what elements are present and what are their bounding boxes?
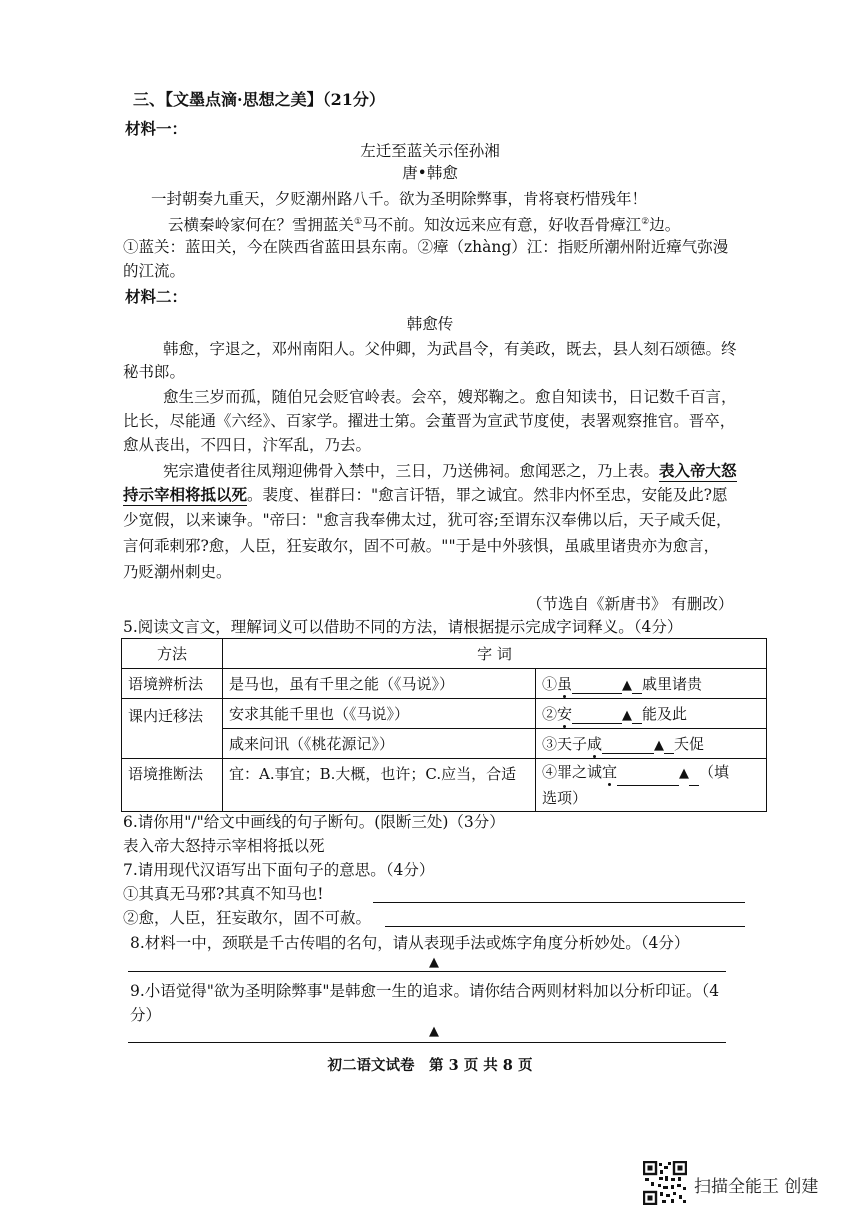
question-7-sentence-2: ②愈，人臣，狂妄敢尔，固不可赦。 (123, 909, 372, 927)
poem-line-1: 一封朝奏九重天，夕贬潮州路八千。欲为圣明除弊事，肯将衰朽惜残年！ (151, 190, 648, 208)
passage-line: 宪宗遣使者往凤翔迎佛骨入禁中，三日，乃送佛祠。愈闻恶之，乃上表。表入帝大怒 (163, 461, 737, 480)
table-row: 课内迁移法 安求其能千里也（《马说》） ②安 ▲ 能及此 (122, 699, 767, 729)
material2-label: 材料二： (125, 287, 188, 306)
passage-line: 秘书郎。 (123, 363, 186, 381)
word-meaning-table (121, 638, 767, 812)
answer-line[interactable] (385, 926, 745, 927)
section-title: 三、【文墨点滴·思想之美】（21分） (133, 90, 385, 109)
question-6-sentence: 表入帝大怒持示宰相将抵以死 (123, 837, 325, 855)
poem-note-2: 的江流。 (123, 262, 186, 280)
question-9-line-2: 分） (130, 1006, 162, 1024)
question-7: 7.请用现代汉语写出下面句子的意思。（4分） (123, 861, 435, 879)
qr-code-icon (643, 1161, 687, 1205)
answer-cell-3[interactable]: ③天子咸 ▲ 夭促 (536, 729, 767, 759)
question-6: 6.请你用"/"给文中画线的句子断句。(限断三处)（3分） (123, 813, 505, 831)
answer-line[interactable] (373, 902, 745, 903)
question-8: 8.材料一中，颈联是千古传唱的名句，请从表现手法或炼字角度分析妙处。（4分） (130, 934, 690, 952)
table-row: 语境推断法 宜：A.事宜；B.大概，也许；C.应当，合适 ④罪之诚宜 ▲ （填 选项） (122, 759, 767, 812)
table-header-method: 方法 (122, 639, 223, 669)
poem-title: 左迁至蓝关示侄孙湘 (360, 142, 500, 160)
answer-triangle: ▲ (622, 708, 633, 723)
passage-line: 愈生三岁而孤，随伯兄会贬官岭表。会卒，嫂郑鞠之。愈自知读书，日记数千百言， (163, 388, 737, 406)
table-row: 咸来问讯（《桃花源记》） ③天子咸 ▲ 夭促 (122, 729, 767, 759)
poem-line-2: 云横秦岭家何在？雪拥蓝关①马不前。知汝远来应有意，好收吾骨瘴江②边。 (168, 216, 681, 235)
answer-triangle: ▲ (429, 1024, 439, 1039)
underlined-sentence: 表入帝大怒 (659, 461, 737, 480)
passage-line: 比长，尽能通《六经》、百家学。擢进士第。会董晋为宣武节度使，表署观察推官。晋卒， (123, 412, 736, 430)
passage-line: 言何乖剌邪?愈，人臣，狂妄敢尔，固不可赦。""于是中外骇惧，虽戚里诸贵亦为愈言， (123, 537, 720, 555)
answer-line[interactable] (128, 1042, 726, 1043)
poem-note-1: ①蓝关：蓝田关，今在陕西省蓝田县东南。②瘴（zhàng）江：指贬所潮州附近瘴气弥漫 (123, 238, 729, 256)
material1-label: 材料一： (125, 119, 188, 138)
source-citation: （节选自《新唐书》 有删改） (527, 595, 734, 613)
answer-triangle: ▲ (622, 678, 633, 693)
question-7-sentence-1: ①其真无马邪?其真不知马也! (123, 885, 324, 903)
question-5: 5.阅读文言文，理解词义可以借助不同的方法，请根据提示完成字词释义。（4分） (123, 618, 683, 636)
answer-triangle: ▲ (679, 766, 690, 781)
answer-triangle: ▲ (429, 955, 439, 970)
passage-line: 少宽假，以来谏争。"帝曰："愈言我奉佛太过，犹可容;至谓东汉奉佛以后，天子咸夭促， (123, 511, 732, 529)
underlined-sentence: 持示宰相将抵以死 (123, 485, 248, 504)
biography-title: 韩愈传 (406, 315, 454, 333)
table-row: 语境辨析法 是马也，虽有千里之能（《马说》） ①虽 ▲ 戚里诸贵 (122, 669, 767, 699)
passage-line: 持示宰相将抵以死。裴度、崔群曰："愈言讦牾，罪之诚宜。然非内怀至忠，安能及此?愿 (123, 485, 728, 504)
passage-line: 韩愈，字退之，邓州南阳人。父仲卿，为武昌令，有美政，既去，县人刻石颂德。终 (163, 340, 737, 358)
answer-cell-2[interactable]: ②安 ▲ 能及此 (536, 699, 767, 729)
table-header-word: 字 词 (223, 639, 767, 669)
answer-line[interactable] (128, 971, 726, 972)
passage-line: 愈从丧出，不四日，汴军乱，乃去。 (123, 436, 372, 454)
watermark-text: 扫描全能王 创建 (694, 1177, 819, 1197)
question-9-line-1: 9.小语觉得"欲为圣明除弊事"是韩愈一生的追求。请你结合两则材料加以分析印证。（4 (130, 982, 720, 1000)
poem-author: 唐•韩愈 (402, 164, 458, 182)
answer-triangle: ▲ (654, 738, 665, 753)
passage-line: 乃贬潮州刺史。 (123, 563, 232, 581)
answer-cell-1[interactable]: ①虽 ▲ 戚里诸贵 (536, 669, 767, 699)
page-footer: 初二语文试卷 第 3 页 共 8 页 (327, 1057, 533, 1074)
answer-cell-4[interactable]: ④罪之诚宜 ▲ （填 选项） (536, 759, 767, 812)
